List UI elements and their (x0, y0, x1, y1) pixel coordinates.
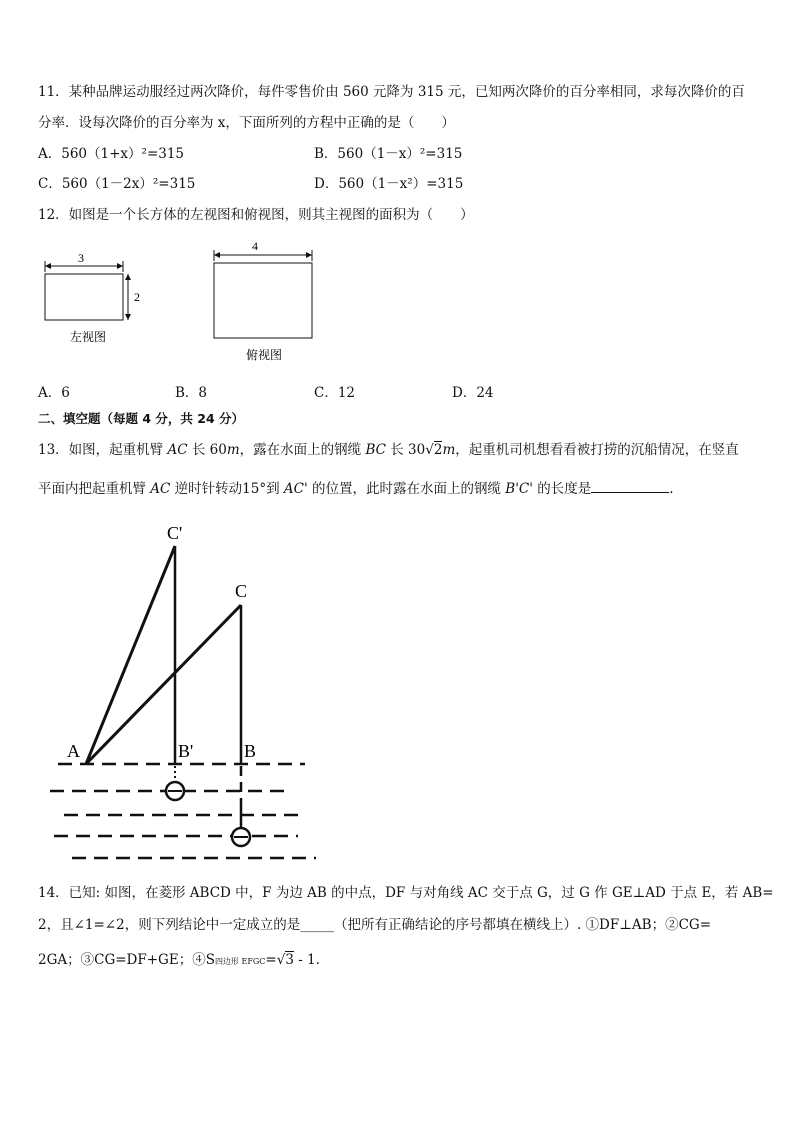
left-view-caption: 左视图 (69, 330, 107, 344)
top-view-caption: 俯视图 (245, 348, 283, 362)
label-a: A (67, 741, 80, 761)
q14-line3: 2GA；③CG=DF+GE；④S四边形 EFGC=√3 - 1. (38, 952, 320, 968)
left-view-width-label: 3 (78, 251, 84, 265)
q11-option-d: D．560（1－x²）=315 (314, 176, 464, 192)
top-view-diagram (214, 239, 312, 362)
q13-crane-figure (40, 515, 330, 865)
label-b: B (244, 741, 257, 761)
q13-line1: 13．如图，起重机臂 AC 长 60m，露在水面上的钢缆 BC 长 30√2m，起重机司机想看看被打捞的沉船情况，在竖直 (38, 442, 739, 458)
q14-line2: 2，且∠1=∠2，则下列结论中一定成立的是_____（把所有正确结论的序号都填在横线上）. ①DF⊥AB；②CG= (38, 917, 712, 933)
q13-line2: 平面内把起重机臂 AC 逆时针转动15°到 AC' 的位置，此时露在水面上的钢缆 B'C' 的长度是 . (38, 478, 674, 499)
left-view-diagram (45, 251, 140, 344)
q12-option-c: C．12 (314, 385, 356, 401)
label-c-prime: C' (167, 523, 183, 543)
q11-option-b: B．560（1－x）²=315 (314, 146, 463, 162)
q12-option-b: B．8 (175, 385, 208, 401)
sqrt-sign: √ (276, 952, 286, 968)
q12-figure (30, 238, 350, 368)
answer-blank (591, 478, 669, 493)
sqrt-sign: √ (425, 442, 434, 458)
section-title: 二、填空题（每题 4 分，共 24 分） (38, 411, 245, 426)
label-c: C (235, 581, 248, 601)
q11-option-c: C．560（1－2x）²=315 (38, 176, 196, 192)
q11-option-a: A．560（1+x）²=315 (38, 146, 185, 162)
q12-option-a: A．6 (38, 385, 70, 401)
q12-stem: 12．如图是一个长方体的左视图和俯视图，则其主视图的面积为（ ） (38, 207, 474, 223)
label-b-prime: B' (178, 741, 194, 761)
q11-line2: 分率．设每次降价的百分率为 x，下面所列的方程中正确的是（ ） (38, 115, 455, 131)
q14-line1: 14．已知: 如图，在菱形 ABCD 中，F 为边 AB 的中点，DF 与对角线 AC 交于点 G，过 G 作 GE⊥AD 于点 E，若 AB= (38, 885, 774, 901)
q11-line1: 11．某种品牌运动服经过两次降价，每件零售价由 560 元降为 315 元，已知两次降价的百分率相同，求每次降价的百 (38, 84, 745, 100)
left-view-height-label: 2 (134, 290, 140, 304)
hook-icon (166, 782, 184, 800)
top-view-width-label: 4 (252, 239, 258, 253)
q12-option-d: D．24 (452, 385, 494, 401)
hook-icon (232, 828, 250, 846)
